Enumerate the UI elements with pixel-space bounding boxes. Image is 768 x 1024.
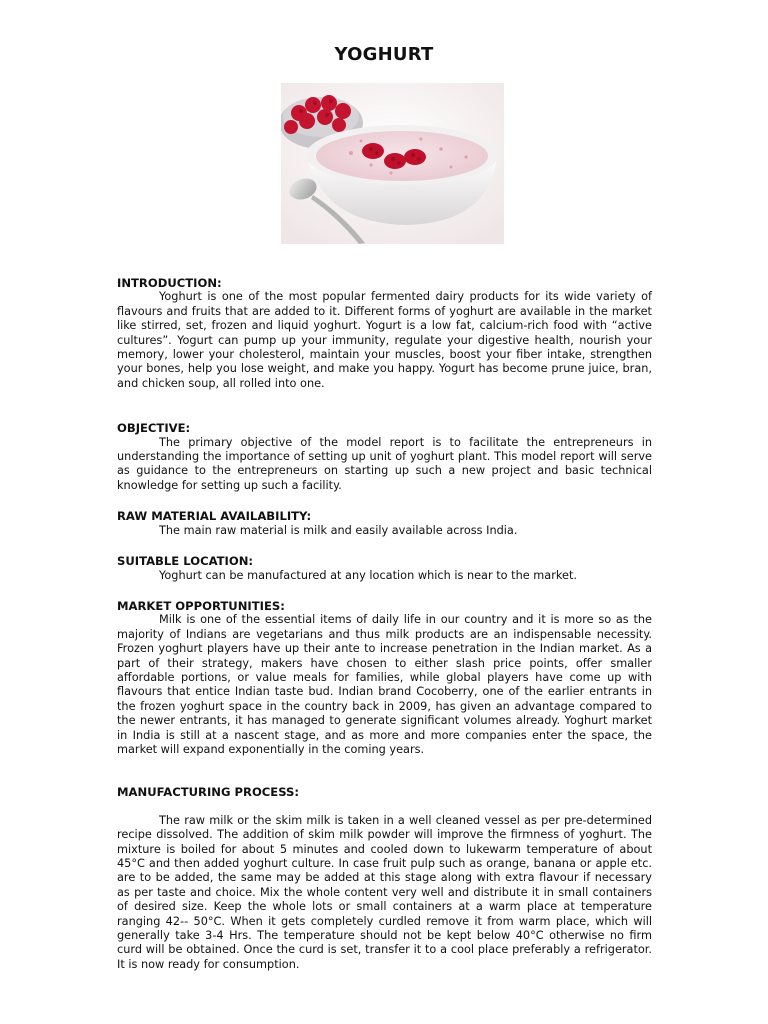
heading-location: SUITABLE LOCATION: <box>117 554 254 569</box>
paragraph-market: Milk is one of the essential items of daily life in our country and it is more so as the majority of Indians are vegetarians and thus milk products are an indispensable necessity. Frozen yoghurt players have up their ante to increase penetration in the Indian market. As a part of their strategy, makers have chosen to either slash price points, offer smaller affordable portions, or value meals for families, while global players have come up with flavours that entice Indian taste bud. Indian brand Cocoberry, one of the earlier entrants in the frozen yoghurt space in the country back in 2009, has given an advantage compared to the newer entrants, it has managed to generate significant volumes already. Yoghurt market in India is still at a nascent stage, and as more and more companies enter the space, the market will expand exponentially in the coming years. <box>117 613 652 756</box>
section-raw-material <box>117 509 652 538</box>
document-body <box>117 276 652 972</box>
yoghurt-photo <box>281 83 504 244</box>
section-market <box>117 599 652 757</box>
page-title: YOGHURT <box>334 44 434 65</box>
section-location <box>117 554 652 583</box>
heading-raw-material: RAW MATERIAL AVAILABILITY: <box>117 509 312 524</box>
paragraph-location: Yoghurt can be manufactured at any location which is near to the market. <box>159 568 577 582</box>
paragraph-introduction: Yoghurt is one of the most popular fermented dairy products for its wide variety of flavours and fruits that are added to it. Different forms of yoghurt are available in the market like stirred, set, frozen and liquid yoghurt. Yogurt is a low fat, calcium-rich food with “active cultures”. Yogurt can pump up your immunity, regulate your digestive health, nourish your memory, lower your cholesterol, maintain your muscles, boost your fiber intake, strengthen your bones, help you lose weight, and make you happy. Yogurt has become prune juice, bran, and chicken soup, all rolled into one. <box>117 290 652 390</box>
paragraph-objective: The primary objective of the model report is to facilitate the entrepreneurs in understanding the importance of setting up unit of yoghurt plant. This model report will serve as guidance to the entrepreneurs on starting up such a new project and basic technical knowledge for setting up such a facility. <box>117 435 652 492</box>
paragraph-raw-material: The main raw material is milk and easily available across India. <box>159 523 518 537</box>
section-introduction <box>117 276 652 391</box>
yoghurt-bowl-illustration <box>281 83 504 244</box>
heading-introduction: INTRODUCTION: <box>117 276 222 290</box>
paragraph-manufacturing: The raw milk or the skim milk is taken in a well cleaned vessel as per pre-determined recipe dissolved. The addition of skim milk powder will improve the firmness of yoghurt. The mixture is boiled for about 5 minutes and cooled down to lukewarm temperature of about 45°C and then added yoghurt culture. In case fruit pulp such as orange, banana or apple etc. are to be added, the same may be added at this stage along with extra flavour if necessary as per taste and choice. Mix the whole content very well and distribute it in small containers of desired size. Keep the whole lots or small containers at a warm place at temperature ranging 42-- 50°C. When it gets completely curdled remove it from warm place, which will generally take 3-4 Hrs. The temperature should not be kept below 40°C otherwise no firm curd will be obtained. Once the curd is set, transfer it to a cool place preferably a refrigerator. It is now ready for consumption. <box>117 813 652 971</box>
heading-manufacturing: MANUFACTURING PROCESS: <box>117 785 300 800</box>
section-objective <box>117 421 652 493</box>
heading-market: MARKET OPPORTUNITIES: <box>117 598 285 613</box>
heading-objective: OBJECTIVE: <box>117 421 191 436</box>
section-manufacturing <box>117 785 652 972</box>
